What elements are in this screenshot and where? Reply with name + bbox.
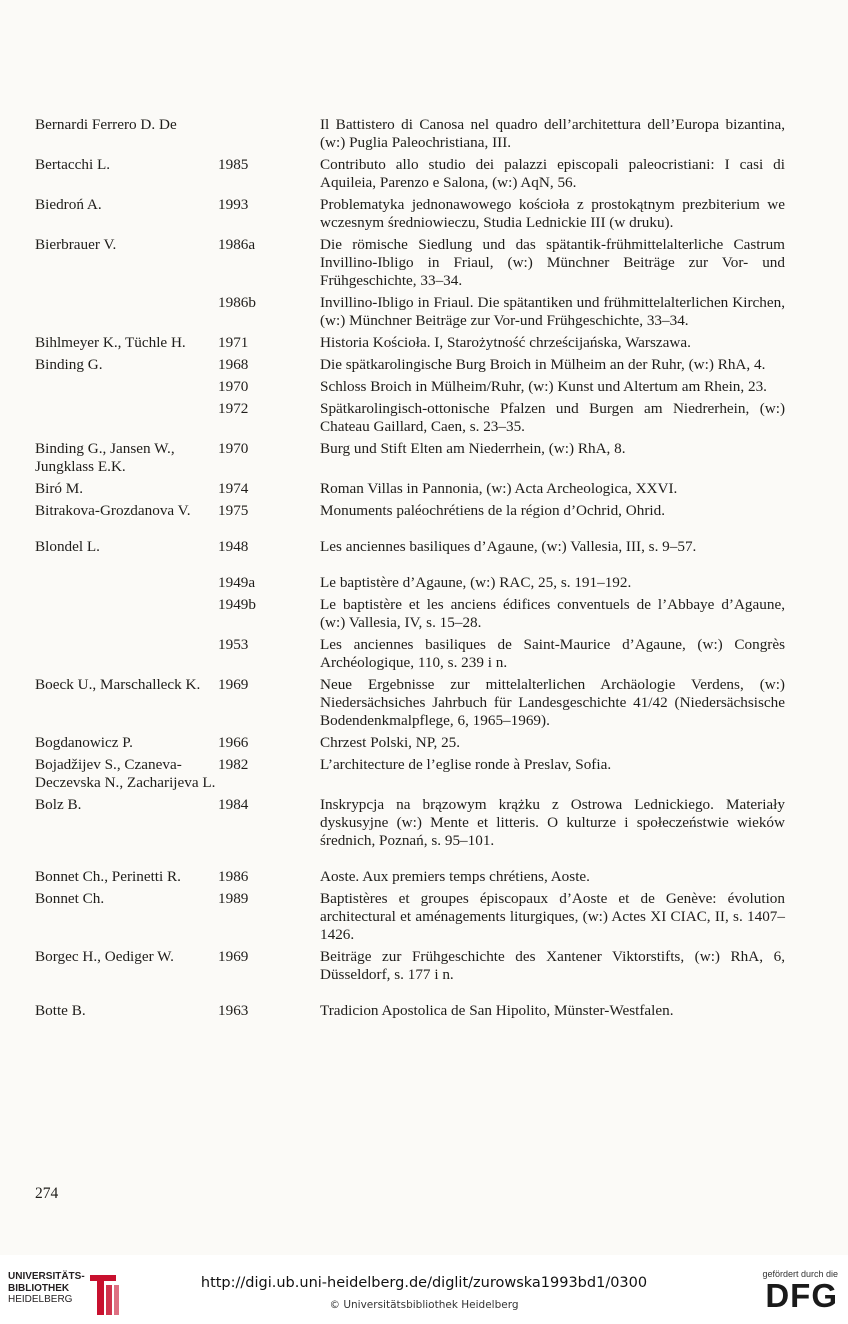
entry-author <box>35 378 218 396</box>
page-number: 274 <box>35 1185 59 1202</box>
bibliography-entry <box>35 400 785 436</box>
entry-author: Bierbrauer V. <box>35 236 117 253</box>
entry-title: Schloss Broich in Mülheim/Ruhr, (w:) Kunst und Altertum am Rhein, 23. <box>320 378 767 395</box>
dfg-funding[interactable] <box>752 1269 838 1319</box>
bibliography-list <box>35 116 785 1024</box>
entry-title: Inskrypcja na brązowym krążku z Ostrowa Lednickiego. Materiały dyskusyjne (w:) Mente et litteris. O kulturze i społeczeństwie wieków średnich, Poznań, s. 95–101. <box>320 796 785 849</box>
entry-author: Biedroń A. <box>35 196 102 213</box>
entry-author: Bihlmeyer K., Tüchle H. <box>35 334 186 351</box>
entry-author: Bonnet Ch. <box>35 890 105 907</box>
viewer-footer <box>0 1255 848 1324</box>
entry-title: Die römische Siedlung und das spätantik-frühmittelalterliche Castrum Invillino-Ibligo in Friaul, (w:) Münchner Beiträge zur Vor- und Frühgeschichte, 33–34. <box>320 236 785 289</box>
bibliography-entry <box>35 196 785 232</box>
entry-author: Bitrakova-Grozdanova V. <box>35 502 191 519</box>
entry-year: 1986 <box>218 868 249 885</box>
entry-year: 1949b <box>218 596 256 613</box>
entry-author: Bonnet Ch., Perinetti R. <box>35 868 181 885</box>
bibliography-entry <box>35 378 785 396</box>
entry-year: 1948 <box>218 538 249 555</box>
entry-author: Bojadžijev S., Czaneva-Deczevska N., Zacharijeva L. <box>35 756 216 791</box>
bibliography-entry <box>35 636 785 672</box>
entry-title: Burg und Stift Elten am Niederrhein, (w:) RhA, 8. <box>320 440 626 457</box>
bibliography-entry <box>35 356 785 374</box>
entry-author <box>35 294 218 330</box>
entry-year: 1989 <box>218 890 249 907</box>
entry-title: Beiträge zur Frühgeschichte des Xantener Viktorstifts, (w:) RhA, 6, Düsseldorf, s. 177 i n. <box>320 948 785 983</box>
bibliography-entry <box>35 868 785 886</box>
entry-year: 1963 <box>218 1002 249 1019</box>
bibliography-entry <box>35 676 785 730</box>
entry-author: Boeck U., Marschalleck K. <box>35 676 201 693</box>
entry-year: 1966 <box>218 734 249 751</box>
entry-title: Les anciennes basiliques de Saint-Maurice d’Agaune, (w:) Congrès Archéologique, 110, s. 239 i n. <box>320 636 785 671</box>
entry-author <box>35 574 218 592</box>
bibliography-entry <box>35 890 785 944</box>
entry-author <box>35 636 218 672</box>
bibliography-entry <box>35 294 785 330</box>
bibliography-entry <box>35 756 785 792</box>
entry-title: Spätkarolingisch-ottonische Pfalzen und Burgen am Niedrerhein, (w:) Chateau Gaillard, Caen, s. 23–35. <box>320 400 785 435</box>
entry-author: Botte B. <box>35 1002 86 1019</box>
entry-year: 1971 <box>218 334 249 351</box>
entry-year: 1986a <box>218 236 256 253</box>
entry-author: Binding G., Jansen W., Jungklass E.K. <box>35 440 175 475</box>
entry-author: Blondel L. <box>35 538 100 555</box>
entry-year: 1974 <box>218 480 249 497</box>
bibliography-entry <box>35 480 785 498</box>
entry-title: Les anciennes basiliques d’Agaune, (w:) Vallesia, III, s. 9–57. <box>320 538 697 555</box>
entry-title: Die spätkarolingische Burg Broich in Mülheim an der Ruhr, (w:) RhA, 4. <box>320 356 766 373</box>
entry-year: 1969 <box>218 676 249 693</box>
entry-year: 1984 <box>218 796 249 813</box>
entry-author: Borgec H., Oediger W. <box>35 948 174 965</box>
entry-title: Baptistères et groupes épiscopaux d’Aoste et de Genève: évolution architectural et aménagements liturgiques, (w:) Actes XI CIAC, II, s. 1407–1426. <box>320 890 785 943</box>
entry-title: Problematyka jednonawowego kościoła z prostokątnym prezbiterium we wczesnym średniowieczu, Studia Lednickie III (w druku). <box>320 196 785 231</box>
library-name-line2: BIBLIOTHEK <box>8 1282 70 1294</box>
entry-year: 1985 <box>218 156 249 173</box>
entry-title: Chrzest Polski, NP, 25. <box>320 734 461 751</box>
bibliography-entry <box>35 734 785 752</box>
bibliography-entry <box>35 156 785 192</box>
bibliography-entry <box>35 440 785 476</box>
bibliography-entry <box>35 334 785 352</box>
copyright-notice: © Universitätsbibliothek Heidelberg <box>329 1299 519 1311</box>
entry-author: Bogdanowicz P. <box>35 734 133 751</box>
bibliography-entry <box>35 796 785 864</box>
entry-title: Tradicion Apostolica de San Hipolito, Münster-Westfalen. <box>320 1002 674 1019</box>
entry-title: Aoste. Aux premiers temps chrétiens, Aoste. <box>320 868 590 885</box>
entry-year: 1975 <box>218 502 249 519</box>
entry-title: Le baptistère et les anciens édifices conventuels de l’Abbaye d’Agaune, (w:) Vallesia, IV, s. 15–28. <box>320 596 785 631</box>
entry-author: Bernardi Ferrero D. De <box>35 116 177 133</box>
entry-author: Biró M. <box>35 480 84 497</box>
bibliography-entry <box>35 948 785 998</box>
entry-year: 1970 <box>218 378 249 395</box>
entry-year: 1953 <box>218 636 249 653</box>
bibliography-entry <box>35 538 785 570</box>
entry-year <box>218 116 320 152</box>
funded-by-caption: gefördert durch die <box>762 1269 838 1279</box>
bibliography-entry <box>35 236 785 290</box>
entry-title: Le baptistère d’Agaune, (w:) RAC, 25, s. 191–192. <box>320 574 632 591</box>
bibliography-entry <box>35 1002 785 1020</box>
entry-author <box>35 596 218 632</box>
entry-author: Bolz B. <box>35 796 82 813</box>
permalink-url[interactable]: http://digi.ub.uni-heidelberg.de/diglit/zurowska1993bd1/0300 <box>200 1275 648 1291</box>
entry-title: Invillino-Ibligo in Friaul. Die spätantiken und frühmittelalterlichen Kirchen, (w:) Münchner Beiträge zur Vor-und Frühgeschichte, 33–34. <box>320 294 785 329</box>
entry-year: 1969 <box>218 948 249 965</box>
entry-year: 1968 <box>218 356 249 373</box>
entry-title: Contributo allo studio dei palazzi episcopali paleocristiani: I casi di Aquileia, Parenzo e Salona, (w:) AqN, 56. <box>320 156 785 191</box>
bibliography-entry <box>35 596 785 632</box>
library-name-line3: HEIDELBERG <box>8 1294 73 1305</box>
entry-author: Binding G. <box>35 356 103 373</box>
entry-title: Roman Villas in Pannonia, (w:) Acta Archeologica, XXVI. <box>320 480 678 497</box>
entry-title: Neue Ergebnisse zur mittelalterlichen Archäologie Verdens, (w:) Niedersächsiches Jahrbuch für Landesgeschichte 41/42 (Niedersächsische Bodendenkmalpflege, 6, 1965–1969). <box>320 676 785 729</box>
entry-year: 1982 <box>218 756 249 773</box>
bibliography-entry <box>35 574 785 592</box>
entry-year: 1949a <box>218 574 256 591</box>
entry-author <box>35 400 218 436</box>
library-name-line1: UNIVERSITÄTS- <box>8 1271 85 1282</box>
entry-title: L’architecture de l’eglise ronde à Preslav, Sofia. <box>320 756 612 773</box>
entry-title: Il Battistero di Canosa nel quadro dell’architettura dell’Europa bizantina, (w:) Puglia Paleochristiana, III. <box>320 116 785 151</box>
bibliography-entry <box>35 116 785 152</box>
entry-title: Historia Kościoła. I, Starożytność chrześcijańska, Warszawa. <box>320 334 691 351</box>
bibliography-entry <box>35 502 785 534</box>
entry-title: Monuments paléochrétiens de la région d’Ochrid, Ohrid. <box>320 502 665 519</box>
entry-year: 1970 <box>218 440 249 457</box>
entry-year: 1972 <box>218 400 249 417</box>
entry-year: 1993 <box>218 196 249 213</box>
dfg-logo: DFG <box>765 1277 838 1314</box>
entry-year: 1986b <box>218 294 256 311</box>
entry-author: Bertacchi L. <box>35 156 111 173</box>
